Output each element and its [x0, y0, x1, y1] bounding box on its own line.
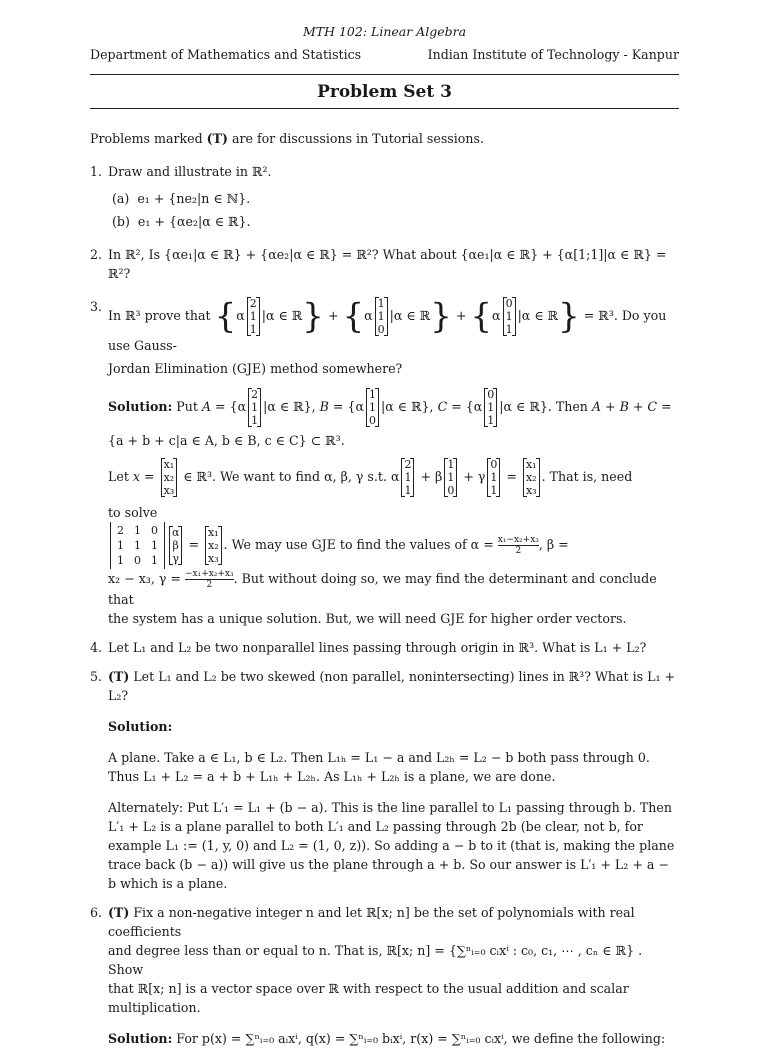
header-divider [90, 74, 679, 75]
solution-line: Solution: Put A = {α 2 1 1 |α ∈ ℝ}, B = {α 1 1 0 |α ∈ ℝ}, C = {α 0 1 1 |α ∈ ℝ}. Then A + B + C = [108, 388, 672, 427]
problem-text: (T) Fix a non-negative integer n and let ℝ[x; n] be the set of polynomials with real coefficients [108, 905, 635, 939]
page-title: Problem Set 3 [317, 82, 452, 102]
sub-item-list [112, 189, 679, 231]
solution-line: x₂ − x₃, γ = $\frac{\text{−x₁+x₂+x₃}}{2}$ . But without doing so, we may find the determinant and conclude that [108, 569, 657, 607]
solution-line: {a + b + c|a ∈ A, b ∈ B, c ∈ C} ⊂ ℝ³. [108, 433, 345, 448]
problem-text: that ℝ[x; n] is a vector space over ℝ with respect to the usual addition and scalar multiplication. [108, 981, 629, 1015]
problem-number: 5. [90, 669, 103, 684]
problem-3 [90, 297, 679, 628]
solution-line: to solve [108, 505, 158, 520]
problem-number: 1. [90, 164, 103, 179]
problem-text: and degree less than or equal to n. That is, ℝ[x; n] = {∑ⁿᵢ₌₀ cᵢxⁱ : c₀, c₁, ⋯ , cₙ ∈ ℝ} . Show [108, 943, 643, 977]
problem-number: 6. [90, 905, 103, 920]
solution-line: Solution: For p(x) = ∑ⁿᵢ₌₀ aᵢxⁱ, q(x) = ∑ⁿᵢ₌₀ bᵢxⁱ, r(x) = ∑ⁿᵢ₌₀ cᵢxⁱ, we define the following: [108, 1031, 666, 1046]
header-row [90, 45, 679, 64]
sub-item-a: (a) e₁ + {ne₂|n ∈ ℕ}. [112, 191, 251, 206]
problem-set-page [90, 20, 679, 1058]
intro-text: Problems marked (T) are for discussions in Tutorial sessions. [90, 131, 484, 146]
solution-label: Solution: [108, 719, 173, 734]
department-name: Department of Mathematics and Statistics [90, 47, 362, 62]
solution-3: Solution: Put A = {α 2 1 1 |α ∈ ℝ}, B = {α 1 1 0 |α ∈ ℝ}, C = {α 0 1 1 |α ∈ ℝ}. Then A + B + C = {a + b + c|a ∈ A, b ∈ B, c ∈ C} ⊂ ℝ³. Let x = x₁ x₂ x₃ ∈ ℝ³. We want to find α, β, γ s.t. α 2 1 1 + β 1 1 0 + γ 0 1 1 = x₁ x₂ x₃ . That is, need to solve 2 1 0 1 1 1 1 0 1 α β γ = x₁ x₂ x₃ . We may use GJE to find the values of α = $\frac{\text{x₁−x₂+x₃}}{2}$ , β = x₂ − x₃, γ = $\frac{\text{−x₁+x₂+x₃}}{2}$ . But without doing so, we may find the determinant and conclude that the system has a unique solution. But, we will need GJE for higher order vectors. [108, 388, 679, 628]
course-title: MTH 102: Linear Algebra [302, 24, 467, 39]
institute-name: Indian Institute of Technology - Kanpur [427, 47, 679, 62]
problem-text: In ℝ³ prove that {α 2 1 1 |α ∈ ℝ} + {α 1 1 0 |α ∈ ℝ} + {α 0 1 1 |α ∈ ℝ} = ℝ³. Do you use Gauss- [108, 296, 667, 353]
solution-paragraph: Alternately: Put L′₁ = L₁ + (b − a). This is the line parallel to L₁ passing through b. Then L′₁ + L₂ is a plane parallel to both L′₁ and L₂ passing through 2b (be clear, not b, for example L₁ := (1, y, 0) and L₂ = (1, 0, z)). So adding a − b to it (that is, making the plane trace back (b − a)) will give us the plane through a + b. So our answer is L′₁ + L₂ + a − b which is a plane. [108, 800, 675, 891]
solution-line: the system has a unique solution. But, we will need GJE for higher order vectors. [108, 611, 627, 626]
problem-text: Draw and illustrate in ℝ². [108, 164, 272, 179]
problem-5 [90, 667, 679, 893]
problem-number: 4. [90, 640, 103, 655]
solution-paragraph: A plane. Take a ∈ L₁, b ∈ L₂. Then L₁ₕ = L₁ − a and L₂ₕ = L₂ − b both pass through 0. [108, 750, 650, 765]
sub-item-b: (b) e₁ + {αe₂|α ∈ ℝ}. [112, 214, 251, 229]
problem-2 [90, 245, 679, 283]
problem-text-continued: Jordan Elimination (GJE) method somewhere? [108, 361, 403, 376]
problem-number: 3. [90, 299, 103, 314]
solution-line: Let x = x₁ x₂ x₃ ∈ ℝ³. We want to find α, β, γ s.t. α 2 1 1 + β 1 1 0 + γ 0 1 1 = x₁ x₂ x₃ . That is, need [108, 458, 633, 497]
title-divider [90, 108, 679, 109]
solution-paragraph: Thus L₁ + L₂ = a + b + L₁ₕ + L₂ₕ. As L₁ₕ + L₂ₕ is a plane, we are done. [108, 769, 556, 784]
problem-number: 2. [90, 247, 103, 262]
problem-4 [90, 638, 679, 657]
problem-1 [90, 162, 679, 235]
problem-text: Let L₁ and L₂ be two nonparallel lines passing through origin in ℝ³. What is L₁ + L₂? [108, 640, 647, 655]
problem-6 [90, 903, 679, 1048]
problem-text: In ℝ², Is {αe₁|α ∈ ℝ} + {αe₂|α ∈ ℝ} = ℝ²? What about {αe₁|α ∈ ℝ} + {α[1;1]|α ∈ ℝ} = ℝ²? [108, 247, 667, 281]
problem-text: (T) Let L₁ and L₂ be two skewed (non parallel, nonintersecting) lines in ℝ³? What is L₁ + L₂? [108, 669, 676, 703]
